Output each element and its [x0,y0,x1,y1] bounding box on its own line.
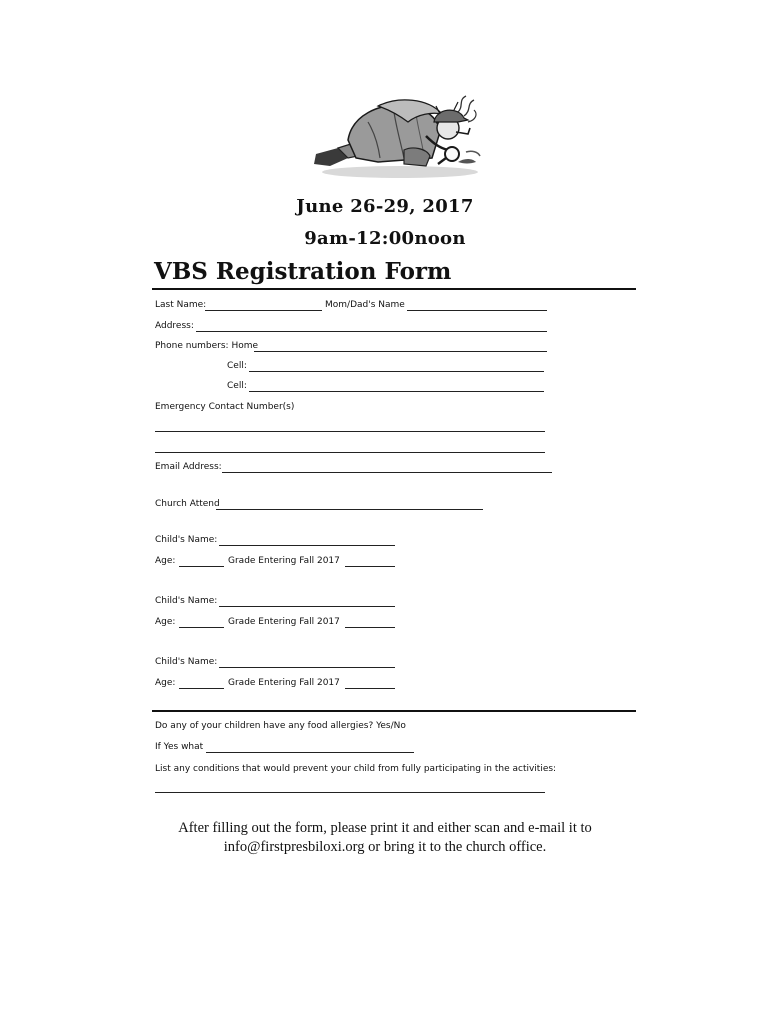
email-label: Email Address: [155,462,222,472]
church-attend-field[interactable] [216,509,483,510]
grade-label-1: Grade Entering Fall 2017 [228,556,340,566]
last-name-label: Last Name: [155,300,207,310]
email-field[interactable] [222,472,552,473]
age-label-1: Age: [155,556,176,566]
instructions-line-1: After filling out the form, please print it and either scan and e-mail it to [178,820,592,836]
emergency-contact-label: Emergency Contact Number(s) [155,402,295,412]
event-dates: June 26-29, 2017 [296,196,474,217]
cell-phone-field-2[interactable] [249,391,544,392]
form-title: VBS Registration Form [154,258,452,285]
allergy-question: Do any of your children have any food allergies? Yes/No [155,721,406,731]
address-label: Address: [155,321,194,331]
instructions-line-2: info@firstpresbiloxi.org or bring it to the church office. [223,839,547,855]
home-phone-label: Phone numbers: Home [155,341,259,351]
parent-name-field[interactable] [407,310,547,311]
child-name-label-1: Child's Name: [155,535,218,545]
age-field-2[interactable] [179,627,224,628]
cell-phone-field-1[interactable] [249,371,544,372]
grade-field-2[interactable] [345,627,395,628]
parent-name-label: Mom/Dad's Name [325,300,405,310]
grade-field-1[interactable] [345,566,395,567]
emergency-contact-field-1[interactable] [155,431,545,432]
cell-label-1: Cell: [227,361,247,371]
allergy-divider [152,710,636,712]
grade-label-2: Grade Entering Fall 2017 [228,617,340,627]
title-divider [152,288,636,290]
age-field-1[interactable] [179,566,224,567]
grade-label-3: Grade Entering Fall 2017 [228,678,340,688]
child-name-field-2[interactable] [219,606,395,607]
child-name-label-3: Child's Name: [155,657,218,667]
age-label-2: Age: [155,617,176,627]
if-yes-label: If Yes what [155,742,204,752]
child-name-label-2: Child's Name: [155,596,218,606]
child-name-field-1[interactable] [219,545,395,546]
event-time: 9am-12:00noon [304,228,466,249]
emergency-contact-field-2[interactable] [155,452,545,453]
conditions-label: List any conditions that would prevent your child from fully participating in the activities: [155,764,557,774]
cell-label-2: Cell: [227,381,247,391]
last-name-field[interactable] [205,310,322,311]
home-phone-field[interactable] [254,351,547,352]
detective-magnifier-icon [308,92,484,184]
age-field-3[interactable] [179,688,224,689]
address-field[interactable] [196,331,547,332]
allergy-details-field[interactable] [206,752,414,753]
child-name-field-3[interactable] [219,667,395,668]
church-attend-label: Church Attend [155,499,220,509]
age-label-3: Age: [155,678,176,688]
grade-field-3[interactable] [345,688,395,689]
conditions-field[interactable] [155,792,545,793]
